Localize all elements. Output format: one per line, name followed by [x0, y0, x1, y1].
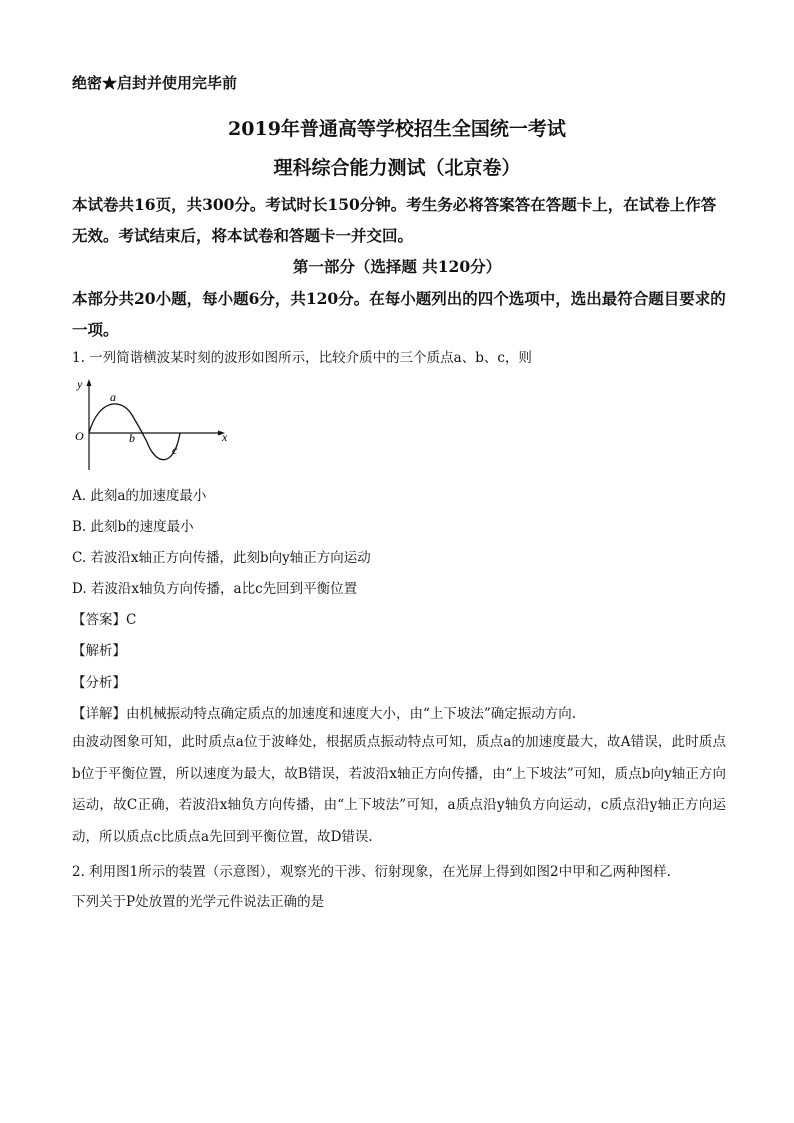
x-axis-label: x: [222, 430, 228, 444]
point-b-label: b: [129, 431, 135, 445]
option-d: D. 若波沿x轴负方向传播，a比c先回到平衡位置: [72, 581, 358, 597]
fenxi-label: 【分析】: [72, 675, 126, 691]
exam-subtitle: 理科综合能力测试（北京卷）: [273, 157, 521, 179]
section-heading: 第一部分（选择题 共120分）: [292, 257, 502, 276]
exam-instructions: 本试卷共16页，共300分。考试时长150分钟。考生务必将答案答在答题卡上，在试卷上作答无效。考试结束后，将本试卷和答题卡一并交回。: [72, 195, 717, 245]
wave-figure: [72, 376, 234, 472]
question-1-stem: 1. 一列简谐横波某时刻的波形如图所示，比较介质中的三个质点a、b、c，则: [72, 350, 532, 366]
y-axis-arrow: [87, 379, 92, 386]
option-c: C. 若波沿x轴正方向传播，此刻b向y轴正方向运动: [72, 550, 371, 566]
detail-paragraph: 由波动图象可知，此时质点a位于波峰处，根据质点振动特点可知，质点a的加速度最大，故A错误，此时质点b位于平衡位置，所以速度为最大，故B错误，若波沿x轴正方向传播，由“上下坡法”可知，质点b向y轴正方向运动，故C正确，若波沿x轴负方向传播，由“上下坡法”可知，a质点沿y轴负方向运动，c质点沿y轴正方向运动，所以质点c比质点a先回到平衡位置，故D错误.: [72, 734, 726, 845]
detail-intro: 【详解】由机械振动特点确定质点的加速度和速度大小，由“上下坡法”确定振动方向.: [72, 706, 577, 722]
option-a: A. 此刻a的加速度最小: [72, 488, 207, 504]
question-2-stem-line2: 下列关于P处放置的光学元件说法正确的是: [72, 894, 325, 910]
analysis-label: 【解析】: [72, 643, 126, 659]
y-axis-label: y: [77, 377, 83, 391]
origin-label: O: [75, 429, 84, 443]
exam-title: 2019年普通高等学校招生全国统一考试: [228, 118, 566, 140]
question-2-stem-line1: 2. 利用图1所示的装置（示意图），观察光的干涉、衍射现象，在光屏上得到如图2中甲和乙两种图样.: [72, 864, 671, 880]
option-b: B. 此刻b的速度最小: [72, 519, 194, 535]
point-c-label: c: [172, 443, 178, 457]
answer-line: 【答案】C: [72, 612, 137, 628]
point-a-label: a: [110, 390, 116, 404]
secret-label: 绝密★启封并使用完毕前: [72, 74, 238, 92]
section-instructions: 本部分共20小题，每小题6分，共120分。在每小题列出的四个选项中，选出最符合题目要求的一项。: [72, 289, 726, 339]
